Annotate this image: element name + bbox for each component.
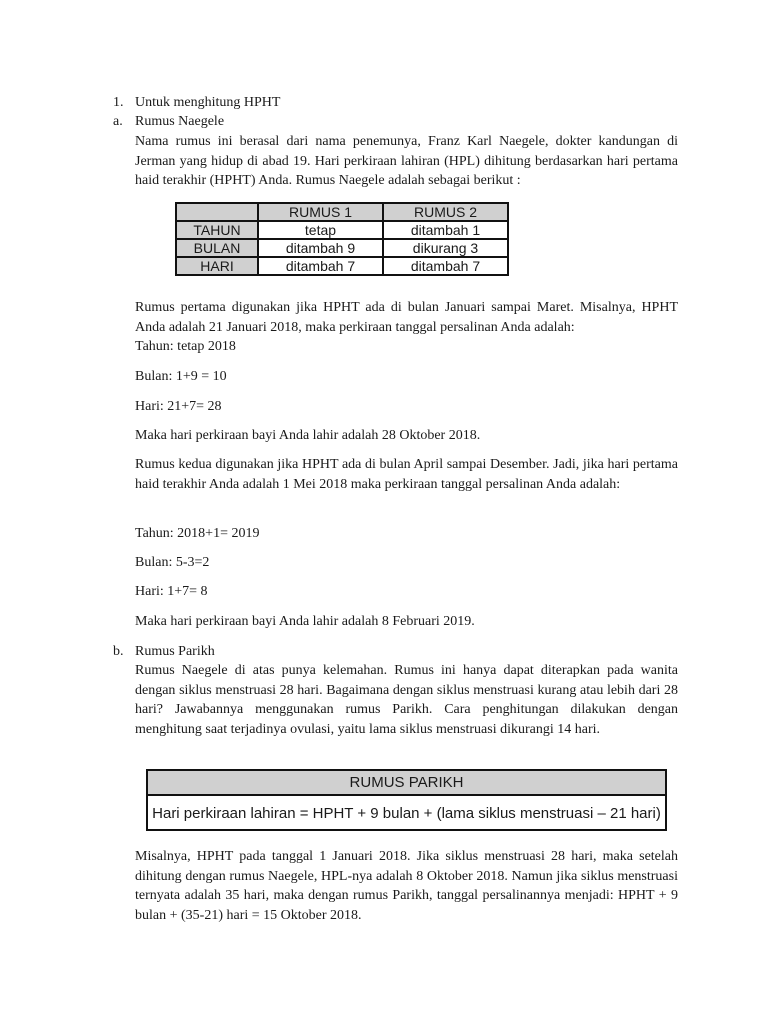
example1-bulan: Bulan: 1+9 = 10 (135, 369, 227, 384)
part-a-intro: Nama rumus ini berasal dari nama penemunya, Franz Karl Naegele, dokter kandungan di Jerman yang hidup di abad 19. Hari perkiraan lahiran (HPL) dihitung berdasarkan hari pertama haid terakhir (HPHT) Anda. Rumus Naegele adalah sebagai berikut : (135, 134, 678, 188)
table-header-cell: RUMUS 2 (383, 203, 508, 221)
table-header-cell (176, 203, 258, 221)
table-row (176, 239, 508, 257)
example1-result: Maka hari perkiraan bayi Anda lahir adalah 28 Oktober 2018. (135, 428, 481, 443)
naegele-table (175, 202, 509, 276)
example2-tahun: Tahun: 2018+1= 2019 (135, 526, 260, 541)
example2-hari: Hari: 1+7= 8 (135, 584, 208, 599)
table-row (176, 257, 508, 275)
example1-hari: Hari: 21+7= 28 (135, 399, 222, 414)
part-b-letter: b. (113, 644, 124, 659)
table-cell: ditambah 7 (383, 257, 508, 275)
table-cell: ditambah 9 (258, 239, 383, 257)
part-b-title: Rumus Parikh (135, 644, 215, 659)
table-cell: tetap (258, 221, 383, 239)
part-b-intro: Rumus Naegele di atas punya kelemahan. Rumus ini hanya dapat diterapkan pada wanita dengan siklus menstruasi 28 hari. Bagaimana dengan siklus menstruasi kurang atau lebih dari 28 hari? Jawabannya menggunakan rumus Parikh. Cara penghitungan dilakukan dengan menghitung saat terjadinya ovulasi, yaitu lama siklus menstruasi dikurangi 14 hari. (135, 663, 678, 737)
example2-bulan: Bulan: 5-3=2 (135, 555, 210, 570)
example2-result: Maka hari perkiraan bayi Anda lahir adalah 8 Februari 2019. (135, 614, 475, 629)
table-row-label: BULAN (176, 239, 258, 257)
part-a-title: Rumus Naegele (135, 114, 225, 129)
parikh-box-formula: Hari perkiraan lahiran = HPHT + 9 bulan + (lama siklus menstruasi – 21 hari) (152, 805, 661, 822)
rumus1-paragraph: Rumus pertama digunakan jika HPHT ada di bulan Januari sampai Maret. Misalnya, HPHT Anda adalah 21 Januari 2018, maka perkiraan tanggal persalinan Anda adalah: (135, 300, 678, 335)
part-a-letter: a. (113, 114, 123, 129)
parikh-box-title: RUMUS PARIKH (148, 771, 665, 796)
section-title: Untuk menghitung HPHT (135, 95, 281, 110)
table-cell: dikurang 3 (383, 239, 508, 257)
table-cell: ditambah 7 (258, 257, 383, 275)
table-cell: ditambah 1 (383, 221, 508, 239)
table-header-row (176, 203, 508, 221)
section-number: 1. (113, 95, 124, 110)
part-b-example: Misalnya, HPHT pada tanggal 1 Januari 2018. Jika siklus menstruasi 28 hari, maka setelah dihitung dengan rumus Naegele, HPL-nya adalah 8 Oktober 2018. Namun jika siklus menstruasi ternyata adalah 35 hari, maka dengan rumus Parikh, tanggal persalinannya menjadi: HPHT + 9 bulan + (35-21) hari = 15 Oktober 2018. (135, 849, 678, 923)
table-row-label: HARI (176, 257, 258, 275)
example1-tahun: Tahun: tetap 2018 (135, 339, 236, 354)
table-row (176, 221, 508, 239)
parikh-formula-box (146, 769, 667, 831)
rumus2-paragraph: Rumus kedua digunakan jika HPHT ada di bulan April sampai Desember. Jadi, jika hari pertama haid terakhir Anda adalah 1 Mei 2018 maka perkiraan tanggal persalinan Anda adalah: (135, 457, 678, 492)
table-header-cell: RUMUS 1 (258, 203, 383, 221)
table-row-label: TAHUN (176, 221, 258, 239)
